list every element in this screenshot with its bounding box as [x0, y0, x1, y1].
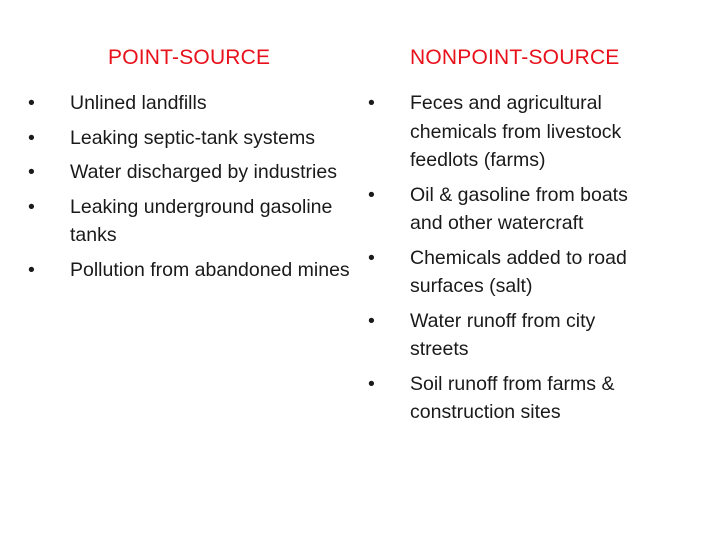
list-item: • Chemicals added to road surfaces (salt) [366, 244, 658, 301]
list-item: • Unlined landfills [26, 89, 356, 118]
list-item: • Leaking underground gasoline tanks [26, 193, 356, 250]
list-item: • Pollution from abandoned mines [26, 256, 356, 285]
list-item: • Leaking septic-tank systems [26, 124, 356, 153]
list-item: • Feces and agricultural chemicals from livestock feedlots (farms) [366, 89, 658, 175]
list-item: • Soil runoff from farms & construction sites [366, 370, 658, 427]
nonpoint-source-heading: NONPOINT-SOURCE [410, 46, 620, 69]
point-source-list [26, 89, 356, 290]
nonpoint-source-list [366, 89, 658, 433]
point-source-heading: POINT-SOURCE [108, 46, 271, 69]
list-item: • Oil & gasoline from boats and other watercraft [366, 181, 658, 238]
list-item: • Water runoff from city streets [366, 307, 658, 364]
list-item: • Water discharged by industries [26, 158, 356, 187]
